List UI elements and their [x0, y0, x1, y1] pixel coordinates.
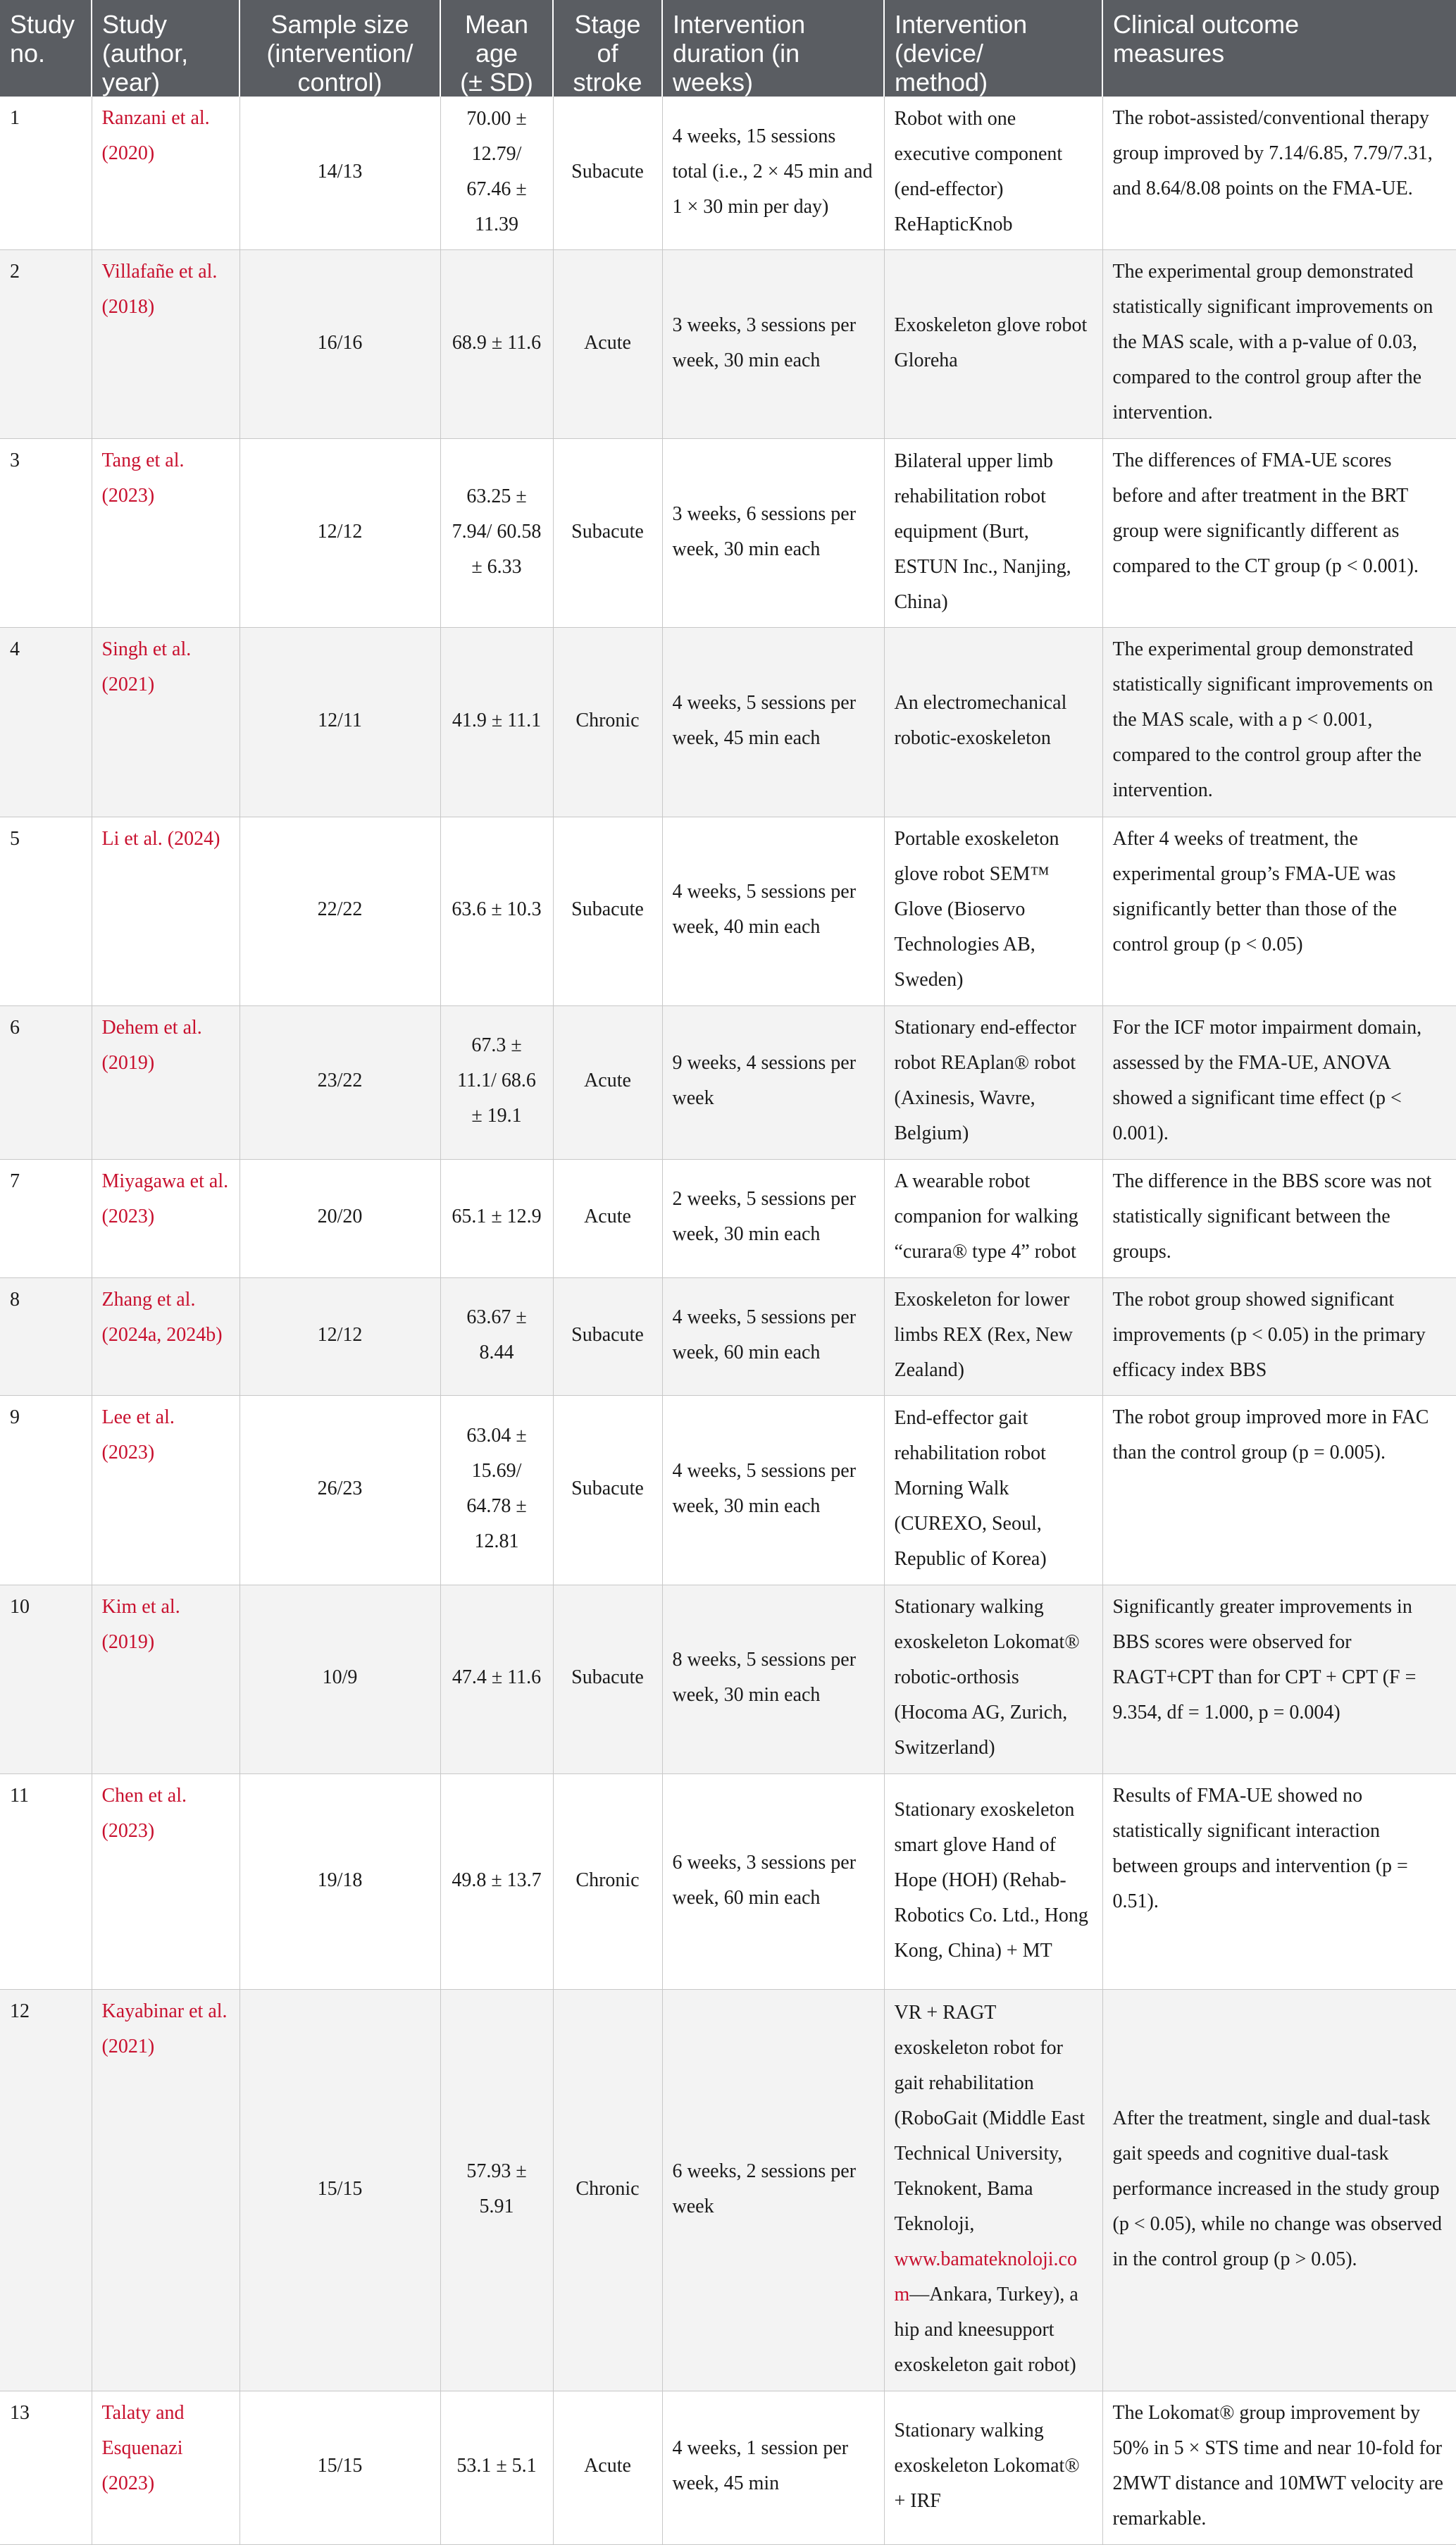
cell-intervention: Portable exoskeleton glove robot SEM™ Glove (Bioservo Technologies AB, Sweden): [884, 817, 1102, 1005]
cell-intervention: Bilateral upper limb rehabilitation robot equipment (Burt, ESTUN Inc., Nanjing, China): [884, 439, 1102, 628]
cell-sample-size: 12/12: [239, 1277, 440, 1396]
header-intervention: Intervention (device/ method): [884, 0, 1102, 97]
cell-sample-size: 22/22: [239, 817, 440, 1005]
cell-mean-age: 47.4 ± 11.6: [440, 1585, 553, 1773]
cell-sample-size: 20/20: [239, 1159, 440, 1277]
cell-study-no: 7: [0, 1159, 92, 1277]
cell-stage: Chronic: [553, 628, 662, 817]
study-reference-link[interactable]: Li et al. (2024): [92, 817, 239, 1005]
cell-mean-age: 63.67 ± 8.44: [440, 1277, 553, 1396]
cell-study-no: 6: [0, 1005, 92, 1159]
cell-intervention: A wearable robot companion for walking “curara® type 4” robot: [884, 1159, 1102, 1277]
cell-study-no: 5: [0, 817, 92, 1005]
cell-duration: 4 weeks, 15 sessions total (i.e., 2 × 45 min and 1 × 30 min per day): [662, 97, 884, 250]
cell-study-no: 1: [0, 97, 92, 250]
cell-duration: 4 weeks, 1 session per week, 45 min: [662, 2391, 884, 2544]
cell-stage: Subacute: [553, 817, 662, 1005]
cell-sample-size: 16/16: [239, 250, 440, 439]
cell-outcome: The experimental group demonstrated statistically significant improvements on the MAS scale, with a p-value of 0.03, compared to the control group after the intervention.: [1102, 250, 1456, 439]
cell-study-no: 8: [0, 1277, 92, 1396]
table-row: [0, 1396, 1456, 1585]
cell-stage: Chronic: [553, 1990, 662, 2391]
cell-mean-age: 68.9 ± 11.6: [440, 250, 553, 439]
study-reference-link[interactable]: Talaty and Esquenazi (2023): [92, 2391, 239, 2544]
cell-duration: 3 weeks, 6 sessions per week, 30 min each: [662, 439, 884, 628]
table-row: [0, 1277, 1456, 1396]
study-reference-link[interactable]: Miyagawa et al. (2023): [92, 1159, 239, 1277]
cell-duration: 6 weeks, 2 sessions per week: [662, 1990, 884, 2391]
cell-study-no: 12: [0, 1990, 92, 2391]
table-row: [0, 1005, 1456, 1159]
study-reference-link[interactable]: Singh et al. (2021): [92, 628, 239, 817]
table-row: [0, 1159, 1456, 1277]
study-reference-link[interactable]: Ranzani et al. (2020): [92, 97, 239, 250]
cell-study-no: 4: [0, 628, 92, 817]
study-reference-link[interactable]: Kayabinar et al. (2021): [92, 1990, 239, 2391]
cell-intervention: Stationary walking exoskeleton Lokomat® robotic-orthosis (Hocoma AG, Zurich, Switzerland): [884, 1585, 1102, 1773]
cell-mean-age: 57.93 ± 5.91: [440, 1990, 553, 2391]
cell-outcome: The difference in the BBS score was not statistically significant between the groups.: [1102, 1159, 1456, 1277]
header-study: Study (author, year): [92, 0, 239, 97]
cell-outcome: The robot group showed significant improvements (p < 0.05) in the primary efficacy index BBS: [1102, 1277, 1456, 1396]
cell-stage: Subacute: [553, 1396, 662, 1585]
cell-study-no: 2: [0, 250, 92, 439]
header-duration: Intervention duration (in weeks): [662, 0, 884, 97]
cell-sample-size: 15/15: [239, 1990, 440, 2391]
header-outcome: Clinical outcome measures: [1113, 10, 1300, 68]
cell-stage: Acute: [553, 1005, 662, 1159]
table-row: [0, 439, 1456, 628]
cell-outcome: For the ICF motor impairment domain, assessed by the FMA-UE, ANOVA showed a significant time effect (p < 0.001).: [1102, 1005, 1456, 1159]
cell-outcome: Results of FMA-UE showed no statistically significant interaction between groups and intervention (p = 0.51).: [1102, 1773, 1456, 1989]
external-link[interactable]: www.bamateknoloji.com: [894, 2248, 1077, 2305]
cell-intervention: Stationary exoskeleton smart glove Hand of Hope (HOH) (Rehab-Robotics Co. Ltd., Hong Kong, China) + MT: [884, 1773, 1102, 1989]
cell-sample-size: 23/22: [239, 1005, 440, 1159]
cell-mean-age: 70.00 ± 12.79/ 67.46 ± 11.39: [440, 97, 553, 250]
cell-outcome: The experimental group demonstrated statistically significant improvements on the MAS scale, with a p < 0.001, compared to the control group after the intervention.: [1102, 628, 1456, 817]
cell-intervention: An electromechanical robotic-exoskeleton: [884, 628, 1102, 817]
cell-stage: Subacute: [553, 1277, 662, 1396]
cell-stage: Acute: [553, 2391, 662, 2544]
study-reference-link[interactable]: Kim et al. (2019): [92, 1585, 239, 1773]
cell-stage: Acute: [553, 250, 662, 439]
cell-stage: Chronic: [553, 1773, 662, 1989]
cell-outcome: The robot group improved more in FAC than the control group (p = 0.005).: [1102, 1396, 1456, 1585]
cell-sample-size: 12/11: [239, 628, 440, 817]
cell-mean-age: 67.3 ± 11.1/ 68.6 ± 19.1: [440, 1005, 553, 1159]
cell-intervention: Stationary walking exoskeleton Lokomat® + IRF: [884, 2391, 1102, 2544]
cell-outcome: The differences of FMA-UE scores before and after treatment in the BRT group were significantly different as compared to the CT group (p < 0.001).: [1102, 439, 1456, 628]
table-row: [0, 97, 1456, 250]
cell-outcome: After the treatment, single and dual-task gait speeds and cognitive dual-task performance increased in the study group (p < 0.05), while no change was observed in the control group (p > 0.05).: [1102, 1990, 1456, 2391]
table-row: [0, 1990, 1456, 2391]
cell-outcome: Significantly greater improvements in BBS scores were observed for RAGT+CPT than for CPT + CPT (F = 9.354, df = 1.000, p = 0.004): [1102, 1585, 1456, 1773]
table-row: [0, 628, 1456, 817]
header-mean-age: Mean age (± SD): [440, 0, 553, 97]
intervention-text: VR + RAGT exoskeleton robot for gait rehabilitation (RoboGait (Middle East Technical University, Teknokent, Bama Teknoloji,: [894, 2001, 1085, 2235]
cell-mean-age: 49.8 ± 13.7: [440, 1773, 553, 1989]
cell-sample-size: 15/15: [239, 2391, 440, 2544]
cell-stage: Subacute: [553, 439, 662, 628]
cell-stage: Acute: [553, 1159, 662, 1277]
cell-sample-size: 10/9: [239, 1585, 440, 1773]
header-row: [0, 0, 1456, 97]
cell-sample-size: 26/23: [239, 1396, 440, 1585]
cell-sample-size: 12/12: [239, 439, 440, 628]
cell-duration: 4 weeks, 5 sessions per week, 30 min each: [662, 1396, 884, 1585]
cell-duration: 3 weeks, 3 sessions per week, 30 min each: [662, 250, 884, 439]
table-row: [0, 250, 1456, 439]
cell-intervention: Exoskeleton for lower limbs REX (Rex, New Zealand): [884, 1277, 1102, 1396]
study-reference-link[interactable]: Dehem et al. (2019): [92, 1005, 239, 1159]
cell-study-no: 9: [0, 1396, 92, 1585]
cell-duration: 8 weeks, 5 sessions per week, 30 min each: [662, 1585, 884, 1773]
cell-duration: 4 weeks, 5 sessions per week, 45 min each: [662, 628, 884, 817]
study-reference-link[interactable]: Lee et al. (2023): [92, 1396, 239, 1585]
header-study-no: Study no.: [0, 0, 92, 97]
cell-stage: Subacute: [553, 1585, 662, 1773]
study-reference-link[interactable]: Tang et al. (2023): [92, 439, 239, 628]
header-sample-size: Sample size (intervention/ control): [239, 0, 440, 97]
cell-mean-age: 63.6 ± 10.3: [440, 817, 553, 1005]
study-reference-link[interactable]: Villafañe et al. (2018): [92, 250, 239, 439]
cell-study-no: 11: [0, 1773, 92, 1989]
cell-duration: 4 weeks, 5 sessions per week, 40 min each: [662, 817, 884, 1005]
cell-study-no: 10: [0, 1585, 92, 1773]
cell-mean-age: 63.04 ± 15.69/ 64.78 ± 12.81: [440, 1396, 553, 1585]
cell-duration: 2 weeks, 5 sessions per week, 30 min each: [662, 1159, 884, 1277]
intervention-text: —Ankara, Turkey), a hip and kneesupport exoskeleton gait robot): [894, 2283, 1078, 2376]
table-row: [0, 1773, 1456, 1989]
cell-intervention: End-effector gait rehabilitation robot Morning Walk (CUREXO, Seoul, Republic of Korea): [884, 1396, 1102, 1585]
study-reference-link[interactable]: Zhang et al. (2024a, 2024b): [92, 1277, 239, 1396]
cell-sample-size: 14/13: [239, 97, 440, 250]
cell-outcome: The robot-assisted/conventional therapy group improved by 7.14/6.85, 7.79/7.31, and 8.64/8.08 points on the FMA-UE.: [1102, 97, 1456, 250]
cell-duration: 6 weeks, 3 sessions per week, 60 min each: [662, 1773, 884, 1989]
header-stage: Stage of stroke: [553, 0, 662, 97]
cell-study-no: 13: [0, 2391, 92, 2544]
cell-duration: 4 weeks, 5 sessions per week, 60 min each: [662, 1277, 884, 1396]
cell-mean-age: 53.1 ± 5.1: [440, 2391, 553, 2544]
cell-intervention: Exoskeleton glove robot Gloreha: [884, 250, 1102, 439]
table-row: [0, 1585, 1456, 1773]
cell-outcome: After 4 weeks of treatment, the experimental group’s FMA-UE was significantly better than those of the control group (p < 0.05): [1102, 817, 1456, 1005]
cell-stage: Subacute: [553, 97, 662, 250]
cell-outcome: The Lokomat® group improvement by 50% in 5 × STS time and near 10-fold for 2MWT distance and 10MWT velocity are remarkable.: [1102, 2391, 1456, 2544]
cell-intervention: [884, 1990, 1102, 2391]
table-row: [0, 2391, 1456, 2544]
cell-study-no: 3: [0, 439, 92, 628]
cell-intervention: Robot with one executive component (end-effector) ReHapticKnob: [884, 97, 1102, 250]
cell-intervention: Stationary end-effector robot REAplan® robot (Axinesis, Wavre, Belgium): [884, 1005, 1102, 1159]
cell-mean-age: 65.1 ± 12.9: [440, 1159, 553, 1277]
cell-mean-age: 41.9 ± 11.1: [440, 628, 553, 817]
table-row: [0, 817, 1456, 1005]
study-reference-link[interactable]: Chen et al. (2023): [92, 1773, 239, 1989]
cell-duration: 9 weeks, 4 sessions per week: [662, 1005, 884, 1159]
cell-mean-age: 63.25 ± 7.94/ 60.58 ± 6.33: [440, 439, 553, 628]
cell-sample-size: 19/18: [239, 1773, 440, 1989]
